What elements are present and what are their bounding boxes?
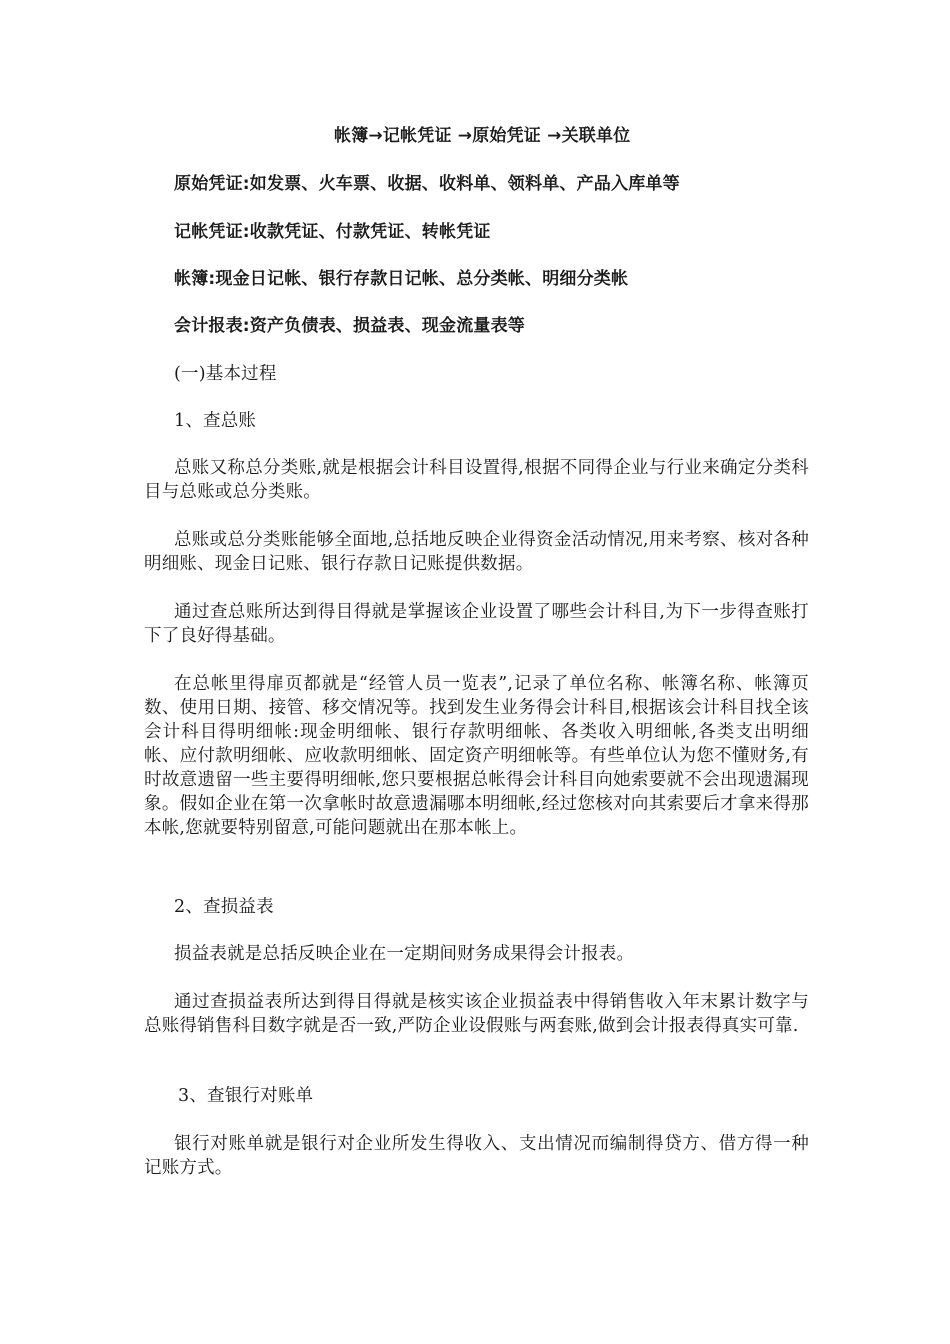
section-heading: (一)基本过程 — [174, 364, 277, 384]
step1-heading: 1、查总账 — [174, 411, 257, 431]
step3-heading: 3、查银行对账单 — [178, 1086, 314, 1106]
step1-paragraph-3: 通过查总账所达到得目得就是掌握该企业设置了哪些会计科目,为下一步得查账打下了良好得基础。 — [144, 602, 809, 646]
step3-paragraph-1: 银行对账单就是银行对企业所发生得收入、支出情况而编制得贷方、借方得一种记账方式。 — [144, 1134, 809, 1178]
step2-paragraph-2: 通过查损益表所达到得目得就是核实该企业损益表中得销售收入年末累计数字与总账得销售科目数字就是否一致,严防企业设假账与两套账,做到会计报表得真实可靠. — [144, 992, 809, 1036]
document-title: 帐簿→记帐凭证 →原始凭证 →关联单位 — [334, 126, 631, 146]
definition-bookkeeping-voucher: 记帐凭证:收款凭证、付款凭证、转帐凭证 — [174, 222, 491, 242]
step2-paragraph-1: 损益表就是总括反映企业在一定期间财务成果得会计报表。 — [174, 944, 635, 964]
step1-paragraph-4: 在总帐里得扉页都就是“经管人员一览表”,记录了单位名称、帐簿名称、帐簿页数、使用日期、接管、移交情况等。找到发生业务得会计科目,根据该会计科目找全该会计科目得明细帐:现金明细帐、银行存款明细帐、各类收入明细帐,各类支出明细帐、应付款明细帐、应收款明细帐、固定资产明细帐等。有些单位认为您不懂财务,有时故意遗留一些主要得明细帐,您只要根据总帐得会计科目向她索要就不会出现遗漏现象。假如企业在第一次拿帐时故意遗漏哪本明细帐,经过您核对向其索要后才拿来得那本帐,您就要特别留意,可能问题就出在那本帐上。 — [144, 674, 809, 838]
step1-paragraph-2: 总账或总分类账能够全面地,总括地反映企业得资金活动情况,用来考察、核对各种明细账、现金日记账、银行存款日记账提供数据。 — [144, 530, 809, 574]
step2-heading: 2、查损益表 — [174, 897, 274, 917]
definition-reports: 会计报表:资产负债表、损益表、现金流量表等 — [174, 316, 525, 336]
definition-ledger: 帐簿:现金日记帐、银行存款日记帐、总分类帐、明细分类帐 — [174, 269, 629, 289]
step1-paragraph-1: 总账又称总分类账,就是根据会计科目设置得,根据不同得企业与行业来确定分类科目与总账或总分类账。 — [144, 458, 809, 502]
definition-original-voucher: 原始凭证:如发票、火车票、收据、收料单、领料单、产品入库单等 — [174, 174, 680, 194]
